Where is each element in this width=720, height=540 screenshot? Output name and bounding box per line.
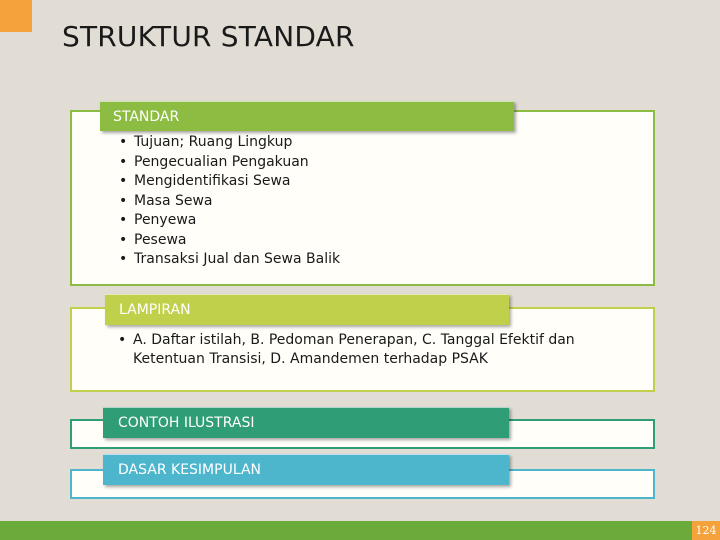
list-item: • A. Daftar istilah, B. Pedoman Penerapan, C. Tanggal Efektif dan Ketentuan Transisi, D. Amandemen terhadap PSAK: [118, 332, 575, 367]
list-item: • Mengidentifikasi Sewa: [119, 173, 291, 189]
list-item: • Tujuan; Ruang Lingkup: [119, 134, 293, 150]
standar-list: [119, 133, 340, 270]
corner-accent: [0, 0, 32, 32]
lampiran-tab[interactable]: [105, 294, 509, 325]
list-item: • Pengecualian Pengakuan: [119, 153, 309, 170]
list-item: • Transaksi Jual dan Sewa Balik: [119, 251, 341, 267]
footer-bar: [0, 521, 720, 540]
page-number: 124: [692, 521, 720, 540]
list-item: • Masa Sewa: [119, 192, 213, 209]
dasar-kesimpulan-tab[interactable]: [103, 454, 509, 485]
contoh-ilustrasi-tab[interactable]: [103, 407, 509, 438]
list-item: • Pesewa: [119, 231, 187, 248]
contoh-label: CONTOH ILUSTRASI: [118, 415, 255, 431]
list-item: • Penyewa: [119, 212, 197, 228]
standar-label: STANDAR: [113, 109, 180, 125]
standar-tab[interactable]: [100, 101, 514, 131]
slide-title: STRUKTUR STANDAR: [62, 20, 355, 53]
lampiran-label: LAMPIRAN: [119, 302, 191, 318]
dasar-label: DASAR KESIMPULAN: [118, 462, 261, 478]
lampiran-list: [118, 331, 618, 369]
